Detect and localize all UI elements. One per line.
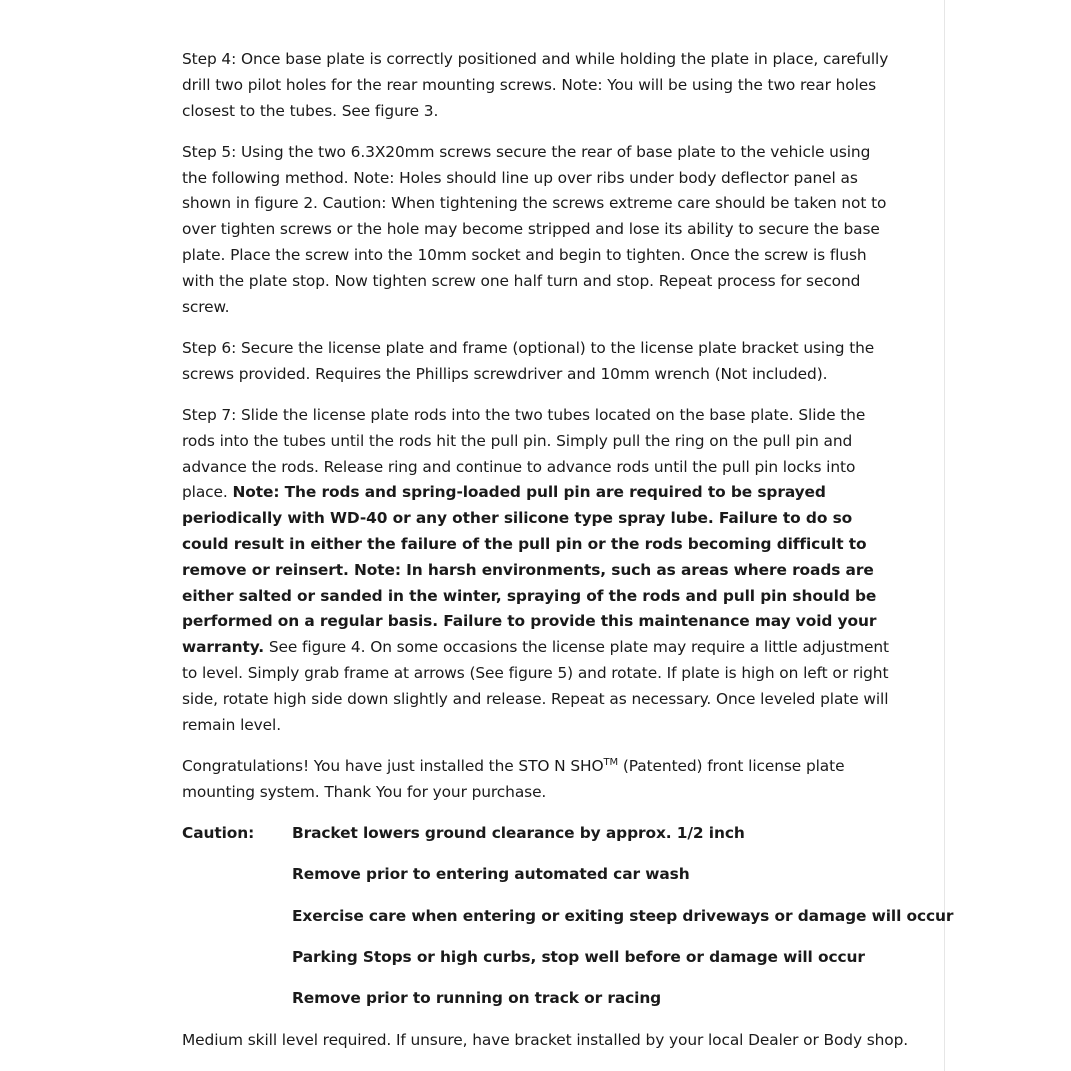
congrats-text-before: Congratulations! You have just installed the STO N SHO [182,756,604,775]
document-body [182,47,954,1053]
caution-item: Parking Stops or high curbs, stop well before or damage will occur [292,947,865,966]
caution-label-spacer [182,986,292,1012]
caution-item-row [182,945,898,971]
caution-item: Remove prior to entering automated car wash [292,865,690,884]
caution-label: Caution: [182,824,255,843]
caution-label-spacer [182,945,292,971]
caution-item: Remove prior to running on track or racing [292,989,662,1008]
caution-label-spacer [182,862,292,888]
caution-item-row [182,862,898,888]
caution-item-row [182,904,954,930]
congratulations-paragraph [182,754,898,806]
skill-level-note: Medium skill level required. If unsure, have bracket installed by your local Dealer or Body shop. [182,1030,909,1049]
caution-item: Bracket lowers ground clearance by approx. 1/2 inch [292,824,745,843]
caution-item-row [182,986,898,1012]
step-6-paragraph: Step 6: Secure the license plate and frame (optional) to the license plate bracket using the screws provided. Requires the Phillips screwdriver and 10mm wrench (Not included). [182,338,875,383]
caution-label-spacer [182,904,292,930]
step-7-maintenance-note: Note: The rods and spring-loaded pull pin are required to be sprayed periodically with WD-40 or any other silicone type spray lube. Failure to do so could result in either the failure of the pull pin or the rods becoming difficult to remove or reinsert. Note: In harsh environments, such as areas where roads are either salted or sanded in the winter, spraying of the rods and pull pin should be performed on a regular basis. Failure to provide this maintenance may void your warranty. [182,483,877,657]
step-5-paragraph: Step 5: Using the two 6.3X20mm screws secure the rear of base plate to the vehicle using the following method. Note: Holes should line up over ribs under body deflector panel as shown in figure 2. Caution: When tightening the screws extreme care should be taken not to over tighten screws or the hole may become stripped and lose its ability to secure the base plate. Place the screw into the 10mm socket and begin to tighten. Once the screw is flush with the plate stop. Now tighten screw one half turn and stop. Repeat process for second screw. [182,142,887,316]
caution-item: Exercise care when entering or exiting steep driveways or damage will occur [292,906,954,925]
caution-item-row [182,821,898,847]
step-4-paragraph: Step 4: Once base plate is correctly positioned and while holding the plate in place, carefully drill two pilot holes for the rear mounting screws. Note: You will be using the two rear holes closest to the tubes. See figure 3. [182,50,889,120]
step-7-intro: Step 7: Slide the license plate rods into the two tubes located on the base plate. Slide the rods into the tubes until the rods hit the pull pin. Simply pull the ring on the pull pin and advance the rods. Release ring and continue to advance rods until the pull pin locks into place. [182,406,866,502]
trademark-symbol: TM [603,756,619,768]
congrats-text-after: (Patented) front license plate mounting system. Thank You for your purchase. [182,756,845,801]
step-7-paragraph [182,403,898,738]
step-7-adjustment-text: See figure 4. On some occasions the license plate may require a little adjustment to level. Simply grab frame at arrows (See figure 5) and rotate. If plate is high on left or right side, rotate high side down slightly and release. Repeat as necessary. Once leveled plate will remain level. [182,638,889,734]
